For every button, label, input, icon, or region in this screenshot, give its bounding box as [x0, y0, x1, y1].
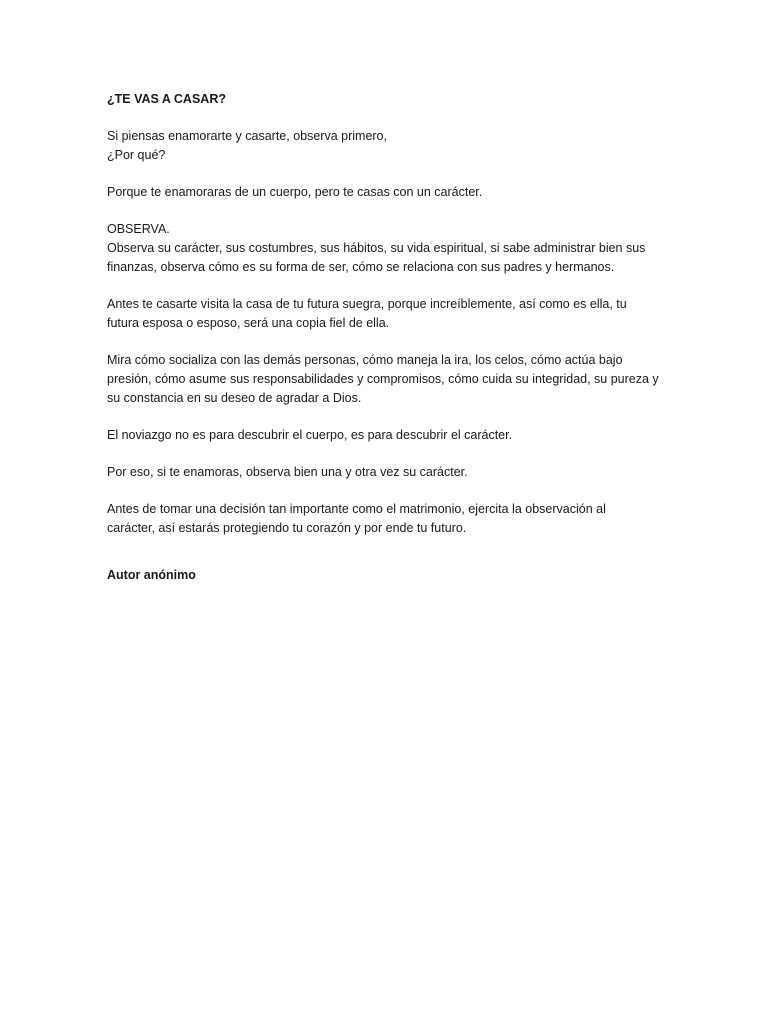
socializa-line-1: Mira cómo socializa con las demás personas, cómo maneja la ira, los celos, cómo actúa bajo: [107, 353, 623, 367]
socializa-paragraph: [107, 351, 667, 408]
observe-heading: OBSERVA.: [107, 222, 170, 236]
reason-line: Porque te enamoraras de un cuerpo, pero te casas con un carácter.: [107, 185, 483, 199]
socializa-line-3: su constancia en su deseo de agradar a Dios.: [107, 391, 362, 405]
intro-line-2: ¿Por qué?: [107, 148, 166, 162]
noviazgo-line: El noviazgo no es para descubrir el cuerpo, es para descubrir el carácter.: [107, 428, 513, 442]
suegra-paragraph: [107, 295, 667, 333]
por-eso-paragraph: [107, 463, 667, 482]
observe-line-1: Observa su carácter, sus costumbres, sus hábitos, su vida espiritual, si sabe administrar bien sus: [107, 241, 646, 255]
document-page: [107, 90, 667, 585]
author-signature: Autor anónimo: [107, 568, 196, 582]
decision-line-2: carácter, así estarás protegiendo tu corazón y por ende tu futuro.: [107, 521, 467, 535]
document-title: ¿TE VAS A CASAR?: [107, 92, 226, 106]
noviazgo-paragraph: [107, 426, 667, 445]
suegra-line-1: Antes te casarte visita la casa de tu futura suegra, porque increíblemente, así como es ella, tu: [107, 297, 627, 311]
reason-paragraph: [107, 183, 667, 202]
decision-paragraph: [107, 500, 667, 538]
intro-paragraph: [107, 127, 667, 165]
observe-line-2: finanzas, observa cómo es su forma de ser, cómo se relaciona con sus padres y hermanos.: [107, 260, 615, 274]
suegra-line-2: futura esposa o esposo, será una copia fiel de ella.: [107, 316, 390, 330]
intro-line-1: Si piensas enamorarte y casarte, observa primero,: [107, 129, 387, 143]
socializa-line-2: presión, cómo asume sus responsabilidades y compromisos, cómo cuida su integridad, su pureza y: [107, 372, 659, 386]
por-eso-line: Por eso, si te enamoras, observa bien una y otra vez su carácter.: [107, 465, 468, 479]
decision-line-1: Antes de tomar una decisión tan importante como el matrimonio, ejercita la observación al: [107, 502, 606, 516]
observe-paragraph: [107, 220, 667, 277]
